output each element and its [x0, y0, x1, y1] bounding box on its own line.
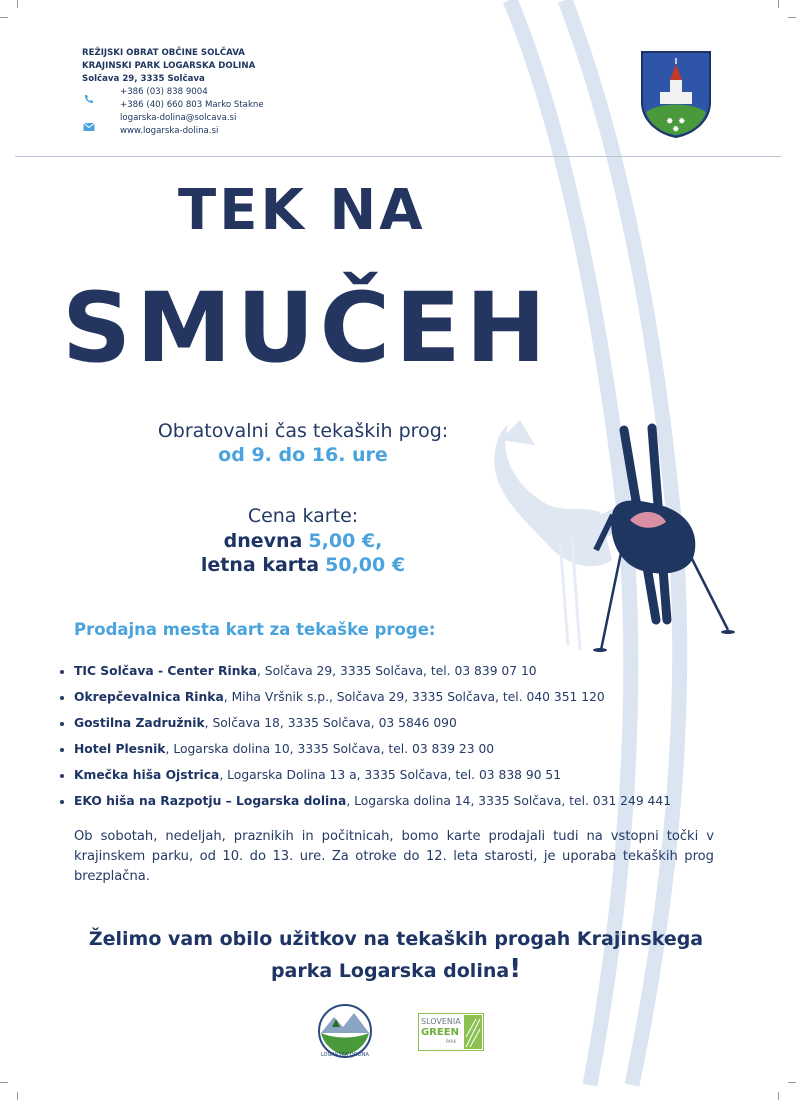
phone-1: +386 (03) 838 9004 — [120, 87, 208, 97]
closing-message — [60, 924, 732, 986]
price-label: Cena karte: — [247, 505, 359, 527]
list-item — [74, 713, 774, 739]
park-text: PARK — [446, 1039, 457, 1044]
note-paragraph: Ob sobotah, nedeljah, praznikih in počitnicah, bomo karte prodajali tudi na vstopni točki v krajinskem parku, od 10. do 13. ure. Za otroke do 12. leta starosti, je uporaba tekaških prog brezplačna. — [74, 829, 714, 884]
sales-details: , Solčava 18, 3335 Solčava, 03 5846 090 — [204, 716, 457, 730]
slovenia-text: SLOVENIA — [421, 1017, 461, 1026]
sales-details: , Logarska Dolina 13 a, 3335 Solčava, tel. 03 838 90 51 — [219, 768, 562, 782]
svg-text:✸: ✸ — [678, 117, 686, 127]
org-line-2: KRAJINSKI PARK LOGARSKA DOLINA — [82, 61, 256, 71]
logarska-logo-text: LOGARSKA DOLINA — [321, 1052, 369, 1058]
header-contacts — [120, 86, 264, 138]
list-item — [74, 687, 774, 713]
price-annual-label: letna karta — [200, 554, 320, 576]
logarska-dolina-logo — [310, 1003, 380, 1059]
sales-details: , Miha Vršnik s.p., Solčava 29, 3335 Solčava, tel. 040 351 120 — [223, 690, 605, 704]
price-annual — [60, 554, 546, 576]
list-item — [74, 791, 774, 817]
sales-name: Hotel Plesnik — [74, 742, 166, 756]
price-annual-value: 50,00 € — [325, 554, 406, 576]
closing-line-2-text: parka Logarska dolina — [270, 960, 510, 982]
sales-details: , Solčava 29, 3335 Solčava, tel. 03 839 07 10 — [256, 664, 537, 678]
phone-icon — [83, 94, 95, 104]
title-line-1: TEK NA — [178, 178, 426, 243]
sales-name: TIC Solčava - Center Rinka — [74, 664, 257, 678]
list-item — [74, 765, 774, 791]
sales-details: , Logarska dolina 10, 3335 Solčava, tel. 03 839 23 00 — [165, 742, 495, 756]
sales-name: EKO hiša na Razpotju – Logarska dolina — [74, 794, 347, 808]
svg-text:✸: ✸ — [666, 117, 674, 127]
sales-name: Gostilna Zadružnik — [74, 716, 205, 730]
list-item — [74, 739, 774, 765]
svg-text:✸: ✸ — [672, 125, 680, 135]
header-divider — [15, 156, 781, 157]
mail-icon — [83, 122, 95, 132]
slovenia-green-park-logo — [418, 1013, 484, 1051]
sales-heading: Prodajna mesta kart za tekaške proge: — [74, 620, 436, 639]
org-line-1: REŽIJSKI OBRAT OBČINE SOLČAVA — [82, 48, 245, 58]
price-daily — [60, 530, 546, 552]
list-item — [74, 661, 774, 687]
sales-name: Okrepčevalnica Rinka — [74, 690, 224, 704]
closing-line-2 — [60, 954, 732, 986]
coat-of-arms-logo — [640, 50, 712, 138]
website: www.logarska-dolina.si — [120, 126, 219, 136]
sales-details: , Logarska dolina 14, 3335 Solčava, tel. 031 249 441 — [346, 794, 672, 808]
closing-line-1: Želimo vam obilo užitkov na tekaških progah Krajinskega — [88, 928, 704, 950]
org-address: Solčava 29, 3335 Solčava — [82, 74, 205, 84]
sales-name: Kmečka hiša Ojstrica — [74, 768, 220, 782]
header-organization — [82, 47, 255, 86]
email: logarska-dolina@solcava.si — [120, 113, 237, 123]
sales-list — [58, 661, 774, 817]
hours-label: Obratovalni čas tekaških prog: — [157, 420, 449, 442]
green-text: GREEN — [421, 1027, 459, 1038]
closing-exclamation: ! — [509, 954, 522, 984]
price-daily-value: 5,00 €, — [308, 530, 383, 552]
price-daily-label: dnevna — [223, 530, 303, 552]
phone-2: +386 (40) 660 803 Marko Stakne — [120, 100, 264, 110]
hours-value: od 9. do 16. ure — [218, 444, 388, 466]
title-line-2: SMUČEH — [62, 272, 551, 384]
